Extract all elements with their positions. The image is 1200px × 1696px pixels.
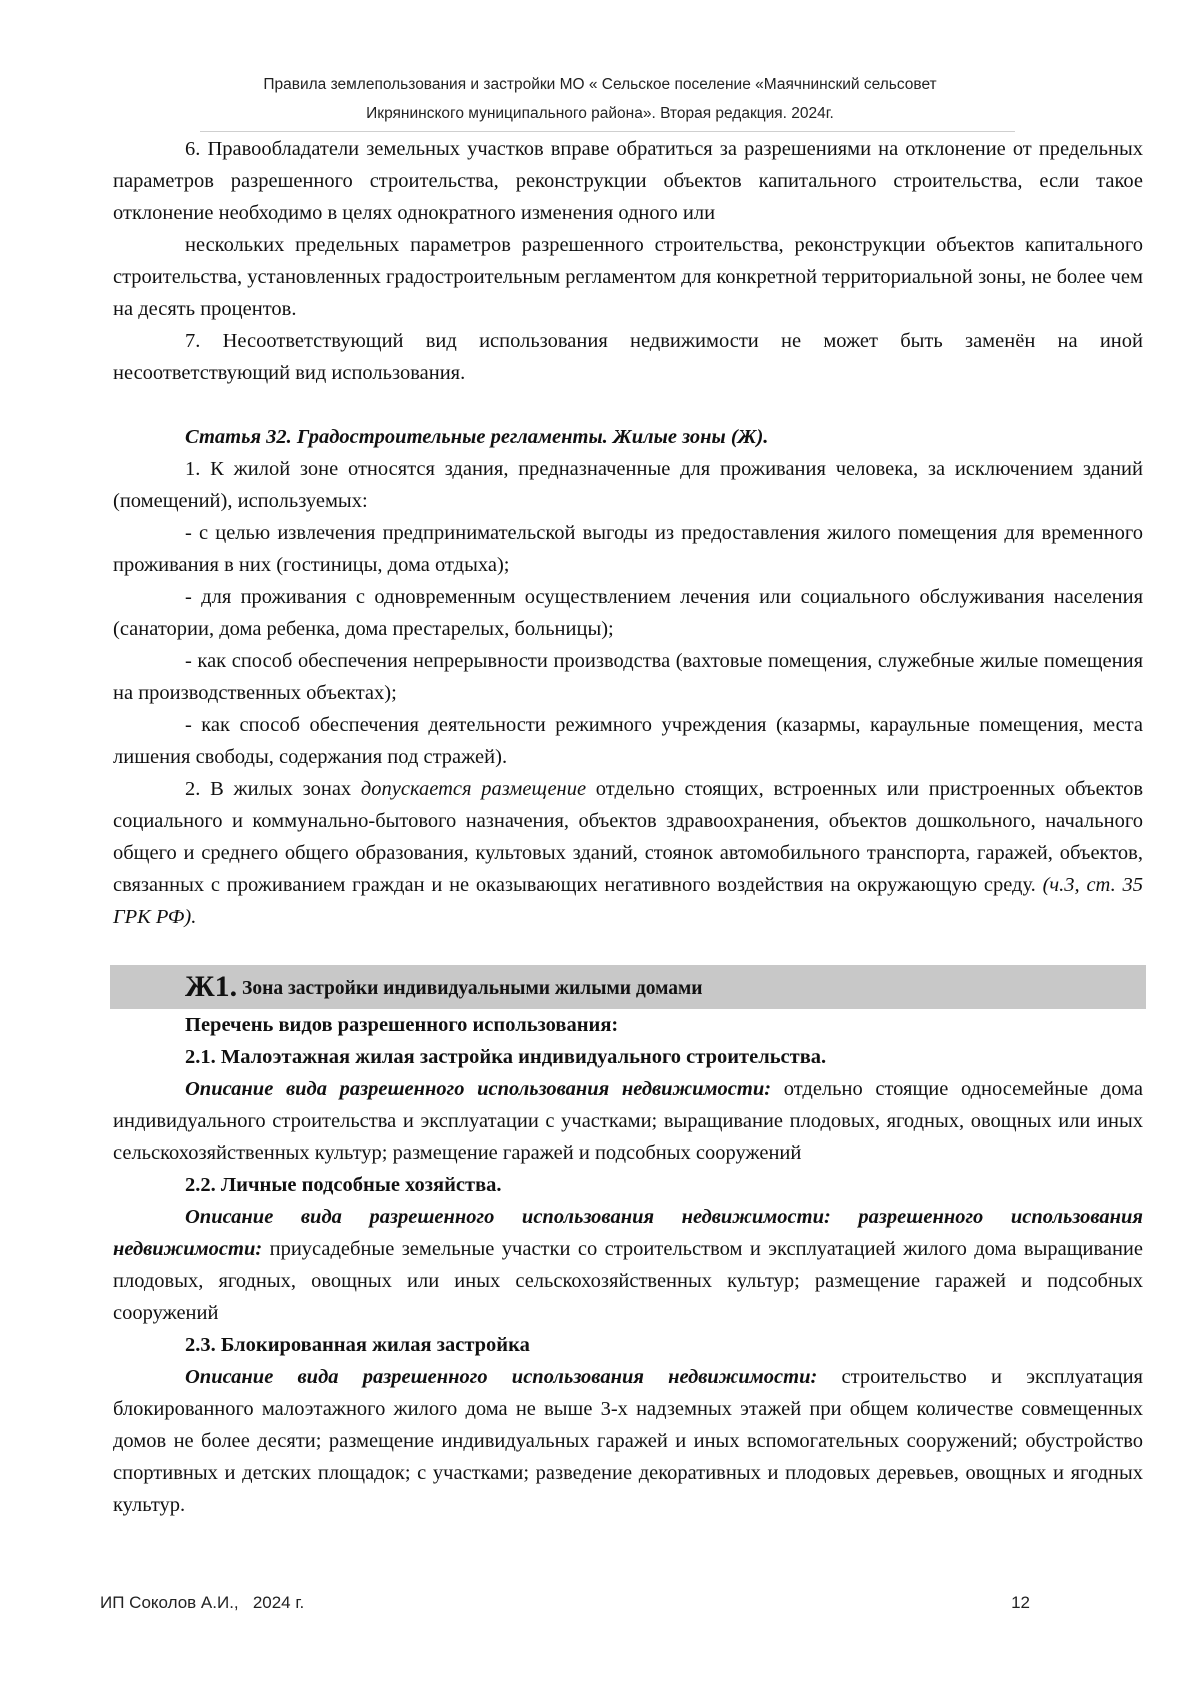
footer-author: ИП Соколов А.И., 2024 г. <box>100 1593 305 1612</box>
description-label: Описание вида разрешенного использования недвижимости: <box>185 1206 831 1228</box>
header-line-2: Икрянинского муниципального района». Вторая редакция. 2024г. <box>366 105 834 122</box>
description-label: Описание вида разрешенного использования недвижимости: <box>185 1078 772 1100</box>
article-point-1: 1. К жилой зоне относятся здания, предназначенные для проживания человека, за исключением зданий (помещений), используемых: <box>113 458 1143 512</box>
bullet-item: - с целью извлечения предпринимательской выгоды из предоставления жилого помещения для временного проживания в них (гостиницы, дома отдыха); <box>113 522 1143 576</box>
permitted-uses-title: Перечень видов разрешенного использования: <box>185 1014 619 1036</box>
header-divider <box>200 131 1015 132</box>
spacer <box>113 389 1143 421</box>
use-item-description <box>113 1073 1143 1169</box>
point-2-emphasis: допускается размещение <box>360 778 587 800</box>
description-text: строительство и эксплуатация блокированного малоэтажного жилого дома не выше 3-х надземных этажей при общем количестве совмещенных домов не более десяти; размещение индивидуальных гаражей и иных вспомогательных сооружений; обустройство спортивных и детских площадок; с участками; разведение декоративных и плодовых деревьев, овощных и ягодных культур. <box>113 1366 1143 1516</box>
description-label: Описание вида разрешенного использования недвижимости: <box>185 1366 818 1388</box>
bullet-item: - как способ обеспечения деятельности режимного учреждения (казармы, караульные помещения, места лишения свободы, содержания под стражей). <box>113 714 1143 768</box>
paragraph-6a: 6. Правообладатели земельных участков вправе обратиться за разрешениями на отклонение от предельных параметров разрешенного строительства, реконструкции объектов капитального строительства, если такое отклонение необходимо в целях однократного изменения одного или <box>113 138 1143 224</box>
spacer <box>113 933 1143 965</box>
article-title: Статья 32. Градостроительные регламенты. Жилые зоны (Ж). <box>185 426 769 448</box>
description-text: отдельно стоящие односемейные дома индивидуального строительства и эксплуатации с участками; выращивание плодовых, ягодных, овощных или иных сельскохозяйственных культур; размещение гаражей и подсобных сооружений <box>113 1078 1143 1164</box>
zone-title: Зона застройки индивидуальными жилыми домами <box>237 978 703 999</box>
article-point-2 <box>113 773 1143 933</box>
point-2-text: отдельно стоящих, встроенных или пристроенных объектов социального и коммунально-бытового назначения, объектов здравоохранения, объектов дошкольного, начального общего и среднего общего образования, культовых зданий, стоянок автомобильного транспорта, гаражей, объектов, связанных с проживанием граждан и не оказывающих негативного воздействия на окружающую среду. <box>113 778 1144 896</box>
use-item-description <box>113 1201 1143 1329</box>
legal-reference: (ч.3, ст. 35 ГРК РФ). <box>113 874 1143 928</box>
zone-code: Ж1. <box>185 970 238 1003</box>
page-number: 12 <box>1011 1593 1030 1612</box>
use-item-description <box>113 1361 1143 1521</box>
paragraph-6b: нескольких предельных параметров разрешенного строительства, реконструкции объектов капитального строительства, установленных градостроительным регламентом для конкретной территориальной зоны, не более чем на десять процентов. <box>113 234 1143 320</box>
document-body <box>113 133 1143 1521</box>
point-2-start: 2. В жилых зонах <box>185 778 361 800</box>
use-item-title: 2.1. Малоэтажная жилая застройка индивидуального строительства. <box>185 1046 827 1068</box>
use-item-title: 2.3. Блокированная жилая застройка <box>185 1334 530 1356</box>
page-header <box>0 70 1200 128</box>
description-text: приусадебные земельные участки со строительством и эксплуатацией жилого дома выращивание плодовых, ягодных, овощных или иных сельскохозяйственных культур; размещение гаражей и подсобных сооружений <box>113 1238 1143 1324</box>
zone-heading-bar <box>110 965 1146 1009</box>
description-label-extra: разрешенного использования недвижимости: <box>113 1206 1143 1260</box>
header-line-1: Правила землепользования и застройки МО « Сельское поселение «Маячнинский сельсовет <box>263 76 937 93</box>
bullet-item: - для проживания с одновременным осуществлением лечения или социального обслуживания населения (санатории, дома ребенка, дома престарелых, больницы); <box>113 586 1143 640</box>
bullet-item: - как способ обеспечения непрерывности производства (вахтовые помещения, служебные жилые помещения на производственных объектах); <box>113 650 1143 704</box>
paragraph-7: 7. Несоответствующий вид использования недвижимости не может быть заменён на иной несоответствующий вид использования. <box>113 330 1143 384</box>
use-item-title: 2.2. Личные подсобные хозяйства. <box>185 1174 502 1196</box>
